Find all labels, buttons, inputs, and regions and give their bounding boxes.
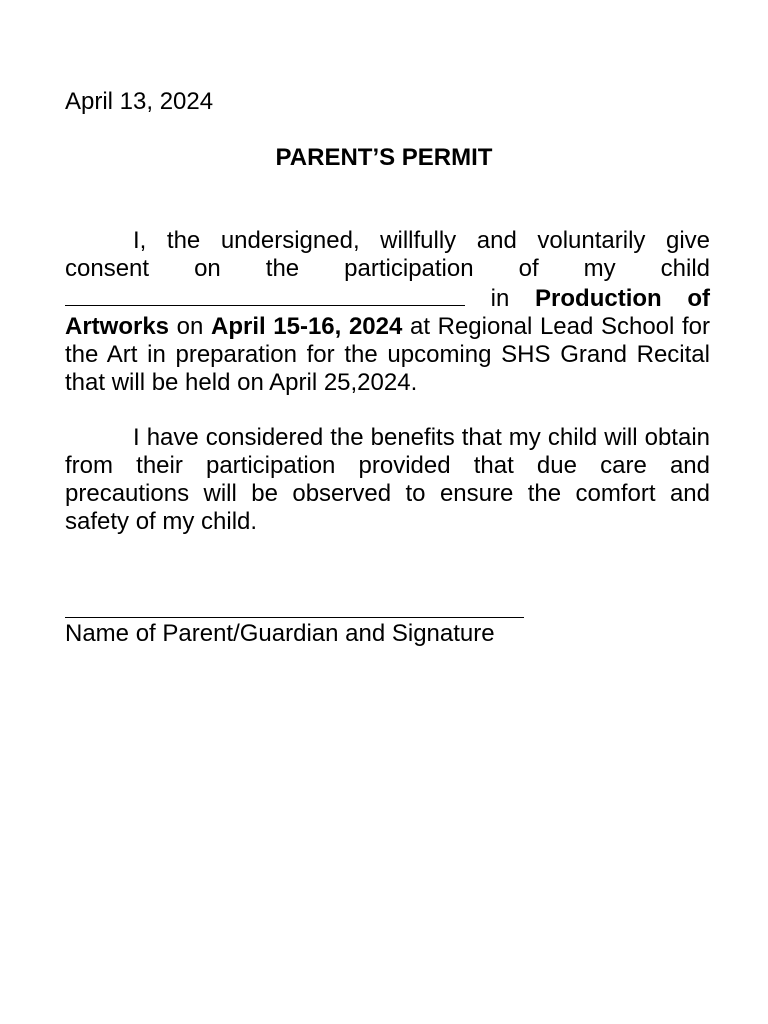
signature-line: [65, 617, 524, 618]
benefits-paragraph: I have considered the benefits that my child will obtain from their participation provided that due care and precautions will be observed to ensure the comfort and safety of my child.: [65, 424, 710, 535]
document-date: April 13, 2024: [65, 88, 214, 115]
consent-text-d: at Regional Lead School for the Art in preparation for the upcoming SHS Grand Recital that will be held on April 25,2024.: [65, 313, 710, 396]
document-title: PARENT’S PERMIT: [275, 144, 493, 171]
consent-text-a: I, the undersigned, willfully and voluntarily give consent on the participation of my child: [65, 227, 710, 282]
consent-text-c: on: [176, 313, 204, 340]
signature-label: Name of Parent/Guardian and Signature: [65, 620, 495, 647]
event-date: April 15-16, 2024: [210, 313, 403, 340]
consent-paragraph: [65, 227, 710, 397]
event-name: Production of Artworks: [65, 285, 711, 340]
child-name-blank: [65, 283, 465, 306]
consent-text-b: in: [490, 285, 510, 312]
